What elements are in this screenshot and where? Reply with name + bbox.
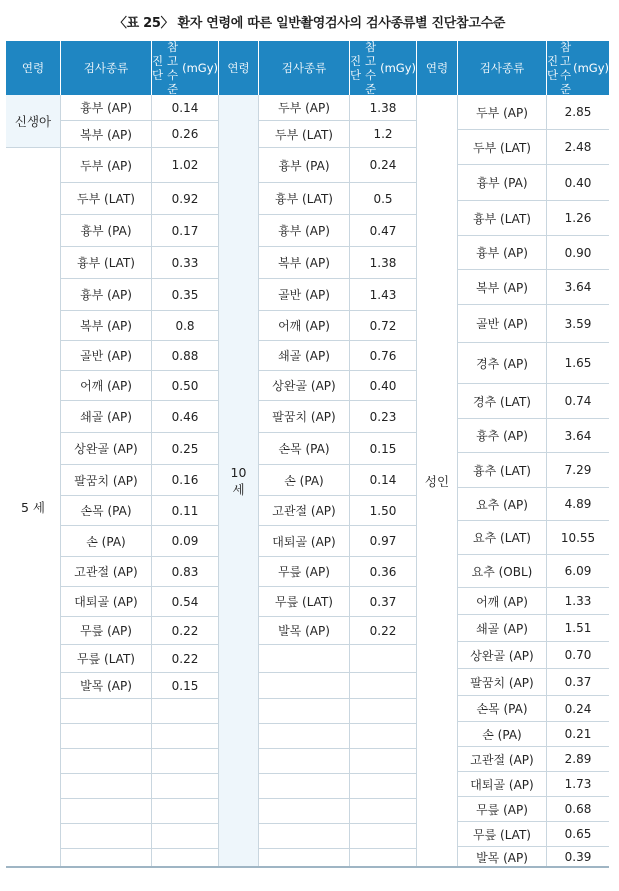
reference-value-cell: 2.85 bbox=[547, 95, 609, 130]
empty-cell bbox=[350, 699, 417, 724]
exam-type-cell: 팔꿈치 (AP) bbox=[259, 401, 350, 433]
exam-type-cell: 요추 (AP) bbox=[458, 488, 547, 521]
reference-value-cell: 1.73 bbox=[547, 772, 609, 797]
exam-type-cell: 복부 (AP) bbox=[259, 247, 350, 279]
reference-value-cell: 1.38 bbox=[350, 247, 417, 279]
exam-type-cell: 흉부 (AP) bbox=[61, 279, 152, 311]
header-reference-level-line: 참고수준 bbox=[560, 40, 572, 96]
age-group-newborn: 신생아 bbox=[6, 95, 61, 148]
exam-type-cell: 손 (PA) bbox=[458, 722, 547, 747]
reference-value-cell: 0.21 bbox=[547, 722, 609, 747]
exam-type-cell: 팔꿈치 (AP) bbox=[61, 465, 152, 496]
reference-level-table bbox=[6, 41, 609, 868]
exam-type-cell: 대퇴골 (AP) bbox=[458, 772, 547, 797]
exam-type-cell: 복부 (AP) bbox=[61, 311, 152, 341]
reference-value-cell: 0.74 bbox=[547, 384, 609, 419]
header-exam-type: 검사종류 bbox=[61, 41, 152, 95]
empty-cell bbox=[152, 724, 219, 749]
exam-type-cell: 흉부 (LAT) bbox=[259, 183, 350, 215]
reference-value-cell: 3.64 bbox=[547, 270, 609, 305]
empty-cell bbox=[350, 645, 417, 673]
reference-value-cell: 0.15 bbox=[152, 673, 219, 699]
exam-type-cell: 골반 (AP) bbox=[259, 279, 350, 311]
reference-value-cell: 0.09 bbox=[152, 526, 219, 557]
empty-cell bbox=[350, 799, 417, 824]
reference-value-cell: 3.64 bbox=[547, 419, 609, 453]
exam-type-cell: 발목 (AP) bbox=[458, 847, 547, 868]
reference-value-cell: 3.59 bbox=[547, 305, 609, 343]
exam-type-cell: 흉추 (LAT) bbox=[458, 453, 547, 488]
reference-value-cell: 0.37 bbox=[350, 587, 417, 617]
reference-value-cell: 0.54 bbox=[152, 587, 219, 617]
reference-value-cell: 0.46 bbox=[152, 401, 219, 433]
reference-value-cell: 1.33 bbox=[547, 588, 609, 615]
empty-cell bbox=[259, 673, 350, 699]
exam-type-cell: 흉부 (PA) bbox=[61, 215, 152, 247]
exam-type-cell: 무릎 (AP) bbox=[458, 797, 547, 822]
exam-type-cell: 무릎 (LAT) bbox=[259, 587, 350, 617]
exam-type-cell: 흉부 (PA) bbox=[259, 148, 350, 183]
exam-type-cell: 흉부 (LAT) bbox=[458, 201, 547, 236]
exam-type-cell: 두부 (AP) bbox=[458, 95, 547, 130]
reference-value-cell: 0.11 bbox=[152, 496, 219, 526]
reference-value-cell: 0.97 bbox=[350, 526, 417, 557]
reference-value-cell: 6.09 bbox=[547, 555, 609, 588]
exam-type-cell: 발목 (AP) bbox=[61, 673, 152, 699]
exam-type-cell: 고관절 (AP) bbox=[458, 747, 547, 772]
exam-type-cell: 흉부 (AP) bbox=[458, 236, 547, 270]
empty-cell bbox=[152, 774, 219, 799]
exam-type-cell: 두부 (LAT) bbox=[61, 183, 152, 215]
reference-value-cell: 1.26 bbox=[547, 201, 609, 236]
reference-value-cell: 0.15 bbox=[350, 433, 417, 465]
empty-cell bbox=[259, 799, 350, 824]
empty-cell bbox=[61, 824, 152, 849]
empty-cell bbox=[350, 749, 417, 774]
exam-type-cell: 두부 (AP) bbox=[259, 95, 350, 121]
empty-cell bbox=[350, 673, 417, 699]
reference-value-cell: 0.26 bbox=[152, 121, 219, 148]
exam-type-cell: 경추 (AP) bbox=[458, 343, 547, 384]
exam-type-cell: 손 (PA) bbox=[259, 465, 350, 496]
header-exam-type: 검사종류 bbox=[259, 41, 350, 95]
exam-type-cell: 고관절 (AP) bbox=[61, 557, 152, 587]
exam-type-cell: 흉부 (AP) bbox=[61, 95, 152, 121]
reference-value-cell: 0.40 bbox=[547, 165, 609, 201]
exam-type-cell: 상완골 (AP) bbox=[61, 433, 152, 465]
reference-value-cell: 1.51 bbox=[547, 615, 609, 642]
header-reference-level-line: (mGy) bbox=[182, 61, 218, 75]
exam-type-cell: 흉추 (AP) bbox=[458, 419, 547, 453]
exam-type-cell: 골반 (AP) bbox=[458, 305, 547, 343]
exam-type-cell: 복부 (AP) bbox=[61, 121, 152, 148]
exam-type-cell: 요추 (OBL) bbox=[458, 555, 547, 588]
exam-type-cell: 두부 (LAT) bbox=[458, 130, 547, 165]
exam-type-cell: 손목 (PA) bbox=[61, 496, 152, 526]
reference-value-cell: 2.89 bbox=[547, 747, 609, 772]
header-age: 연령 bbox=[219, 41, 259, 95]
reference-value-cell: 0.5 bbox=[350, 183, 417, 215]
reference-value-cell: 0.25 bbox=[152, 433, 219, 465]
reference-value-cell: 2.48 bbox=[547, 130, 609, 165]
reference-value-cell: 0.39 bbox=[547, 847, 609, 868]
reference-value-cell: 0.68 bbox=[547, 797, 609, 822]
header-reference-level-line: 진단 bbox=[152, 54, 164, 82]
empty-cell bbox=[350, 724, 417, 749]
reference-value-cell: 0.36 bbox=[350, 557, 417, 587]
exam-type-cell: 쇄골 (AP) bbox=[61, 401, 152, 433]
header-exam-type: 검사종류 bbox=[458, 41, 547, 95]
exam-type-cell: 무릎 (LAT) bbox=[61, 645, 152, 673]
reference-value-cell: 0.14 bbox=[152, 95, 219, 121]
reference-value-cell: 0.8 bbox=[152, 311, 219, 341]
reference-value-cell: 0.83 bbox=[152, 557, 219, 587]
exam-type-cell: 어깨 (AP) bbox=[259, 311, 350, 341]
reference-value-cell: 0.23 bbox=[350, 401, 417, 433]
reference-value-cell: 1.43 bbox=[350, 279, 417, 311]
exam-type-cell: 손목 (PA) bbox=[458, 696, 547, 722]
reference-value-cell: 0.14 bbox=[350, 465, 417, 496]
exam-type-cell: 어깨 (AP) bbox=[61, 371, 152, 401]
reference-value-cell: 0.16 bbox=[152, 465, 219, 496]
reference-value-cell: 0.33 bbox=[152, 247, 219, 279]
exam-type-cell: 무릎 (LAT) bbox=[458, 822, 547, 847]
empty-cell bbox=[61, 774, 152, 799]
reference-value-cell: 0.92 bbox=[152, 183, 219, 215]
reference-value-cell: 0.90 bbox=[547, 236, 609, 270]
reference-value-cell: 4.89 bbox=[547, 488, 609, 521]
exam-type-cell: 고관절 (AP) bbox=[259, 496, 350, 526]
empty-cell bbox=[61, 699, 152, 724]
header-reference-level bbox=[152, 41, 219, 95]
header-age: 연령 bbox=[6, 41, 61, 95]
reference-value-cell: 0.22 bbox=[350, 617, 417, 645]
reference-value-cell: 0.22 bbox=[152, 645, 219, 673]
header-reference-level bbox=[547, 41, 609, 95]
empty-cell bbox=[259, 824, 350, 849]
reference-value-cell: 1.65 bbox=[547, 343, 609, 384]
header-reference-level bbox=[350, 41, 417, 95]
empty-cell bbox=[152, 699, 219, 724]
empty-cell bbox=[152, 799, 219, 824]
empty-cell bbox=[259, 645, 350, 673]
exam-type-cell: 무릎 (AP) bbox=[259, 557, 350, 587]
reference-value-cell: 1.50 bbox=[350, 496, 417, 526]
exam-type-cell: 무릎 (AP) bbox=[61, 617, 152, 645]
exam-type-cell: 손 (PA) bbox=[61, 526, 152, 557]
age-group-adult: 성인 bbox=[417, 95, 458, 868]
exam-type-cell: 손목 (PA) bbox=[259, 433, 350, 465]
exam-type-cell: 흉부 (LAT) bbox=[61, 247, 152, 279]
empty-cell bbox=[350, 824, 417, 849]
age-group-10-years-line: 10 bbox=[230, 465, 247, 480]
age-group-10-years-line: 세 bbox=[232, 482, 245, 497]
exam-type-cell: 대퇴골 (AP) bbox=[259, 526, 350, 557]
empty-cell bbox=[61, 799, 152, 824]
reference-value-cell: 0.76 bbox=[350, 341, 417, 371]
header-reference-level-line: 참고수준 bbox=[167, 40, 179, 96]
exam-type-cell: 복부 (AP) bbox=[458, 270, 547, 305]
empty-cell bbox=[350, 774, 417, 799]
empty-cell bbox=[259, 749, 350, 774]
exam-type-cell: 쇄골 (AP) bbox=[259, 341, 350, 371]
header-reference-level-line: 진단 bbox=[350, 54, 362, 82]
header-reference-level-line: (mGy) bbox=[573, 61, 609, 75]
reference-value-cell: 10.55 bbox=[547, 521, 609, 555]
reference-value-cell: 0.65 bbox=[547, 822, 609, 847]
reference-value-cell: 0.72 bbox=[350, 311, 417, 341]
reference-value-cell: 1.38 bbox=[350, 95, 417, 121]
empty-cell bbox=[259, 699, 350, 724]
reference-value-cell: 0.22 bbox=[152, 617, 219, 645]
empty-cell bbox=[259, 774, 350, 799]
exam-type-cell: 흉부 (PA) bbox=[458, 165, 547, 201]
exam-type-cell: 발목 (AP) bbox=[259, 617, 350, 645]
exam-type-cell: 두부 (AP) bbox=[61, 148, 152, 183]
empty-cell bbox=[259, 724, 350, 749]
table-title: 〈표 25〉 환자 연령에 따른 일반촬영검사의 검사종류별 진단참고수준 bbox=[113, 16, 506, 31]
age-group-10-years bbox=[219, 95, 259, 868]
reference-value-cell: 0.40 bbox=[350, 371, 417, 401]
reference-value-cell: 1.02 bbox=[152, 148, 219, 183]
reference-value-cell: 0.24 bbox=[350, 148, 417, 183]
exam-type-cell: 흉부 (AP) bbox=[259, 215, 350, 247]
reference-value-cell: 0.17 bbox=[152, 215, 219, 247]
table-bottom-rule bbox=[6, 866, 609, 868]
reference-value-cell: 0.50 bbox=[152, 371, 219, 401]
header-reference-level-line: 진단 bbox=[547, 54, 559, 82]
empty-cell bbox=[61, 724, 152, 749]
exam-type-cell: 쇄골 (AP) bbox=[458, 615, 547, 642]
reference-value-cell: 0.35 bbox=[152, 279, 219, 311]
reference-value-cell: 0.37 bbox=[547, 669, 609, 696]
reference-value-cell: 0.47 bbox=[350, 215, 417, 247]
reference-value-cell: 1.2 bbox=[350, 121, 417, 148]
exam-type-cell: 요추 (LAT) bbox=[458, 521, 547, 555]
exam-type-cell: 팔꿈치 (AP) bbox=[458, 669, 547, 696]
age-group-5-years: 5 세 bbox=[6, 148, 61, 868]
reference-value-cell: 0.24 bbox=[547, 696, 609, 722]
exam-type-cell: 어깨 (AP) bbox=[458, 588, 547, 615]
empty-cell bbox=[61, 749, 152, 774]
reference-value-cell: 0.70 bbox=[547, 642, 609, 669]
header-reference-level-line: (mGy) bbox=[380, 61, 416, 75]
reference-value-cell: 7.29 bbox=[547, 453, 609, 488]
empty-cell bbox=[152, 749, 219, 774]
exam-type-cell: 두부 (LAT) bbox=[259, 121, 350, 148]
exam-type-cell: 상완골 (AP) bbox=[458, 642, 547, 669]
exam-type-cell: 상완골 (AP) bbox=[259, 371, 350, 401]
exam-type-cell: 경추 (LAT) bbox=[458, 384, 547, 419]
header-reference-level-line: 참고수준 bbox=[365, 40, 377, 96]
empty-cell bbox=[152, 824, 219, 849]
exam-type-cell: 골반 (AP) bbox=[61, 341, 152, 371]
exam-type-cell: 대퇴골 (AP) bbox=[61, 587, 152, 617]
header-age: 연령 bbox=[417, 41, 458, 95]
reference-value-cell: 0.88 bbox=[152, 341, 219, 371]
